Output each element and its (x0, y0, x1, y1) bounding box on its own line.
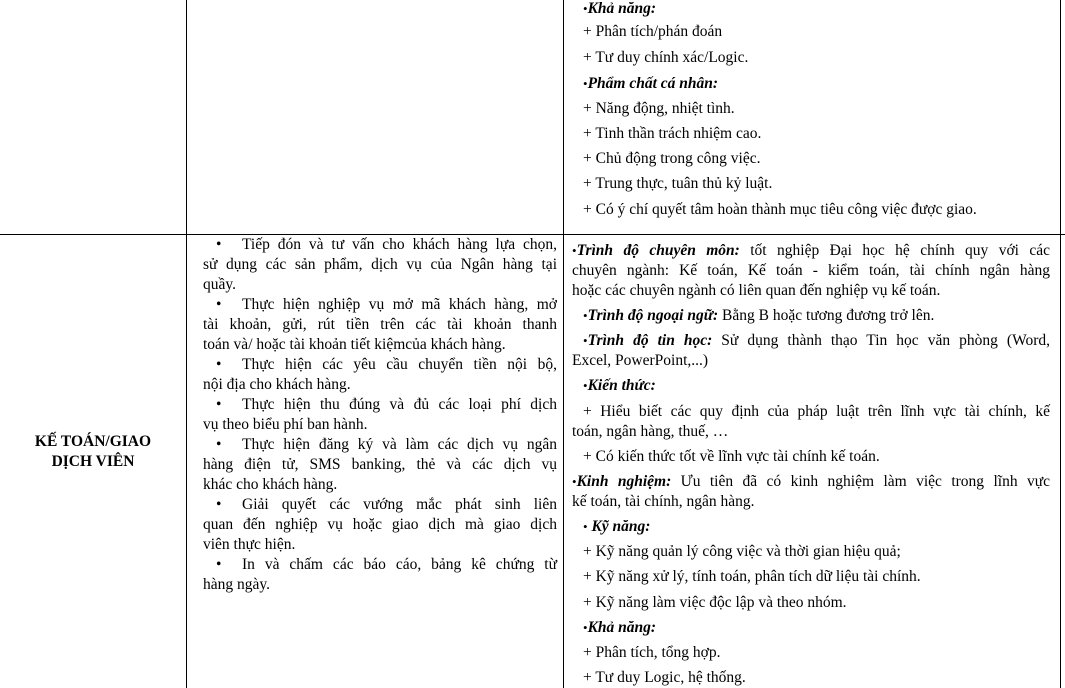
duty-line: Thực hiện thu đúng và đủ các loại phí dịch (242, 396, 557, 413)
duty-line: tài khoản, gửi, rút tiền trên các tài khoản thanh (203, 316, 557, 333)
duty-line: viên thực hiện. (203, 536, 296, 553)
duty-line: Thực hiện đăng ký và làm các dịch vụ ngân (242, 436, 557, 453)
bullet-icon: • (216, 496, 222, 513)
chuyen-mon-line: chuyên ngành: Kế toán, Kế toán - kiểm toán, tài chính ngân hàng (572, 262, 1050, 279)
table-right-border (1060, 0, 1061, 688)
tin-hoc-line: •Trình độ tin học: Sử dụng thành thạo Tin học văn phòng (Word, (583, 332, 1050, 349)
ky-nang-item: + Kỹ năng làm việc độc lập và theo nhóm. (583, 594, 847, 611)
duty-line: nội địa cho khách hàng. (203, 376, 351, 393)
duty-line: quan đến nghiệp vụ hoặc giao dịch mà giao dịch (203, 516, 557, 533)
kha-nang-item: + Phân tích, tổng hợp. (583, 644, 721, 661)
kien-thuc-line: + Hiểu biết các quy định của pháp luật trên lĩnh vực tài chính, kế (583, 403, 1050, 420)
pham-chat-item: + Năng động, nhiệt tình. (583, 100, 735, 117)
ngoai-ngu-line: •Trình độ ngoại ngữ: Bằng B hoặc tương đương trở lên. (583, 307, 935, 324)
duty-line: hàng ngày. (203, 576, 271, 593)
role-title-line: DỊCH VIÊN (51, 453, 135, 470)
ky-nang-item: + Kỹ năng xử lý, tính toán, phân tích dữ liệu tài chính. (583, 568, 921, 585)
bullet-icon: • (216, 436, 222, 453)
bullet-icon: • (216, 556, 222, 573)
pham-chat-item: + Tinh thần trách nhiệm cao. (583, 125, 762, 142)
pham-chat-item: + Có ý chí quyết tâm hoàn thành mục tiêu công việc được giao. (583, 201, 977, 218)
bullet-icon: • (216, 236, 222, 253)
ky-nang-item: + Kỹ năng quản lý công việc và thời gian hiệu quả; (583, 543, 901, 560)
duty-line: Tiếp đón và tư vấn cho khách hàng lựa chọn, (242, 236, 557, 253)
column-divider (563, 0, 564, 688)
chuyen-mon-line: hoặc các chuyên ngành có liên quan đến nghiệp vụ kế toán. (572, 282, 941, 299)
kha-nang-item: + Phân tích/phán đoán (583, 23, 723, 40)
tin-hoc-line: Excel, PowerPoint,...) (572, 352, 709, 369)
bullet-icon: • (216, 356, 222, 373)
kien-thuc-line: + Có kiến thức tốt về lĩnh vực tài chính kế toán. (583, 448, 880, 465)
duty-line: toán và/ hoặc tài khoản tiết kiệmcủa khách hàng. (203, 336, 506, 353)
bullet-icon: • (216, 296, 222, 313)
ky-nang-heading: • Kỹ năng: (583, 518, 651, 535)
kinh-nghiem-line: •Kinh nghiệm: Ưu tiên đã có kinh nghiệm làm việc trong lĩnh vực (572, 473, 1051, 490)
pham-chat-heading: •Phẩm chất cá nhân: (583, 75, 719, 92)
kien-thuc-line: toán, ngân hàng, thuế, … (572, 423, 729, 440)
duty-line: quầy. (203, 276, 236, 293)
duty-line: khác cho khách hàng. (203, 476, 338, 493)
kha-nang-heading: •Khả năng: (583, 619, 657, 636)
duty-line: vụ theo biểu phí ban hành. (203, 416, 368, 433)
pham-chat-item: + Trung thực, tuân thủ kỷ luật. (583, 175, 773, 192)
duty-line: Thực hiện nghiệp vụ mở mã khách hàng, mở (242, 296, 557, 313)
chuyen-mon-line: •Trình độ chuyên môn: tốt nghiệp Đại học hệ chính quy với các (572, 242, 1051, 259)
kha-nang-heading-top: •Khả năng: (583, 0, 657, 17)
column-divider (186, 0, 187, 688)
kien-thuc-heading: •Kiến thức: (583, 377, 656, 394)
kinh-nghiem-line: kế toán, tài chính, ngân hàng. (572, 493, 755, 510)
kha-nang-item: + Tư duy chính xác/Logic. (583, 49, 749, 66)
row-divider (0, 234, 1065, 235)
role-title-line: KẾ TOÁN/GIAO (34, 433, 152, 450)
duty-line: sử dụng các sản phẩm, dịch vụ của Ngân hàng tại (203, 256, 557, 273)
kha-nang-item: + Tư duy Logic, hệ thống. (583, 669, 746, 686)
pham-chat-item: + Chủ động trong công việc. (583, 150, 761, 167)
duty-line: hàng điện tử, SMS banking, thẻ và các dịch vụ (203, 456, 557, 473)
duty-line: Thực hiện các yêu cầu chuyển tiền nội bộ, (242, 356, 557, 373)
duty-line: Giải quyết các vướng mắc phát sinh liên (242, 496, 557, 513)
duty-line: In và chấm các báo cáo, bảng kê chứng từ (242, 556, 557, 573)
bullet-icon: • (216, 396, 222, 413)
role-title (0, 432, 186, 472)
